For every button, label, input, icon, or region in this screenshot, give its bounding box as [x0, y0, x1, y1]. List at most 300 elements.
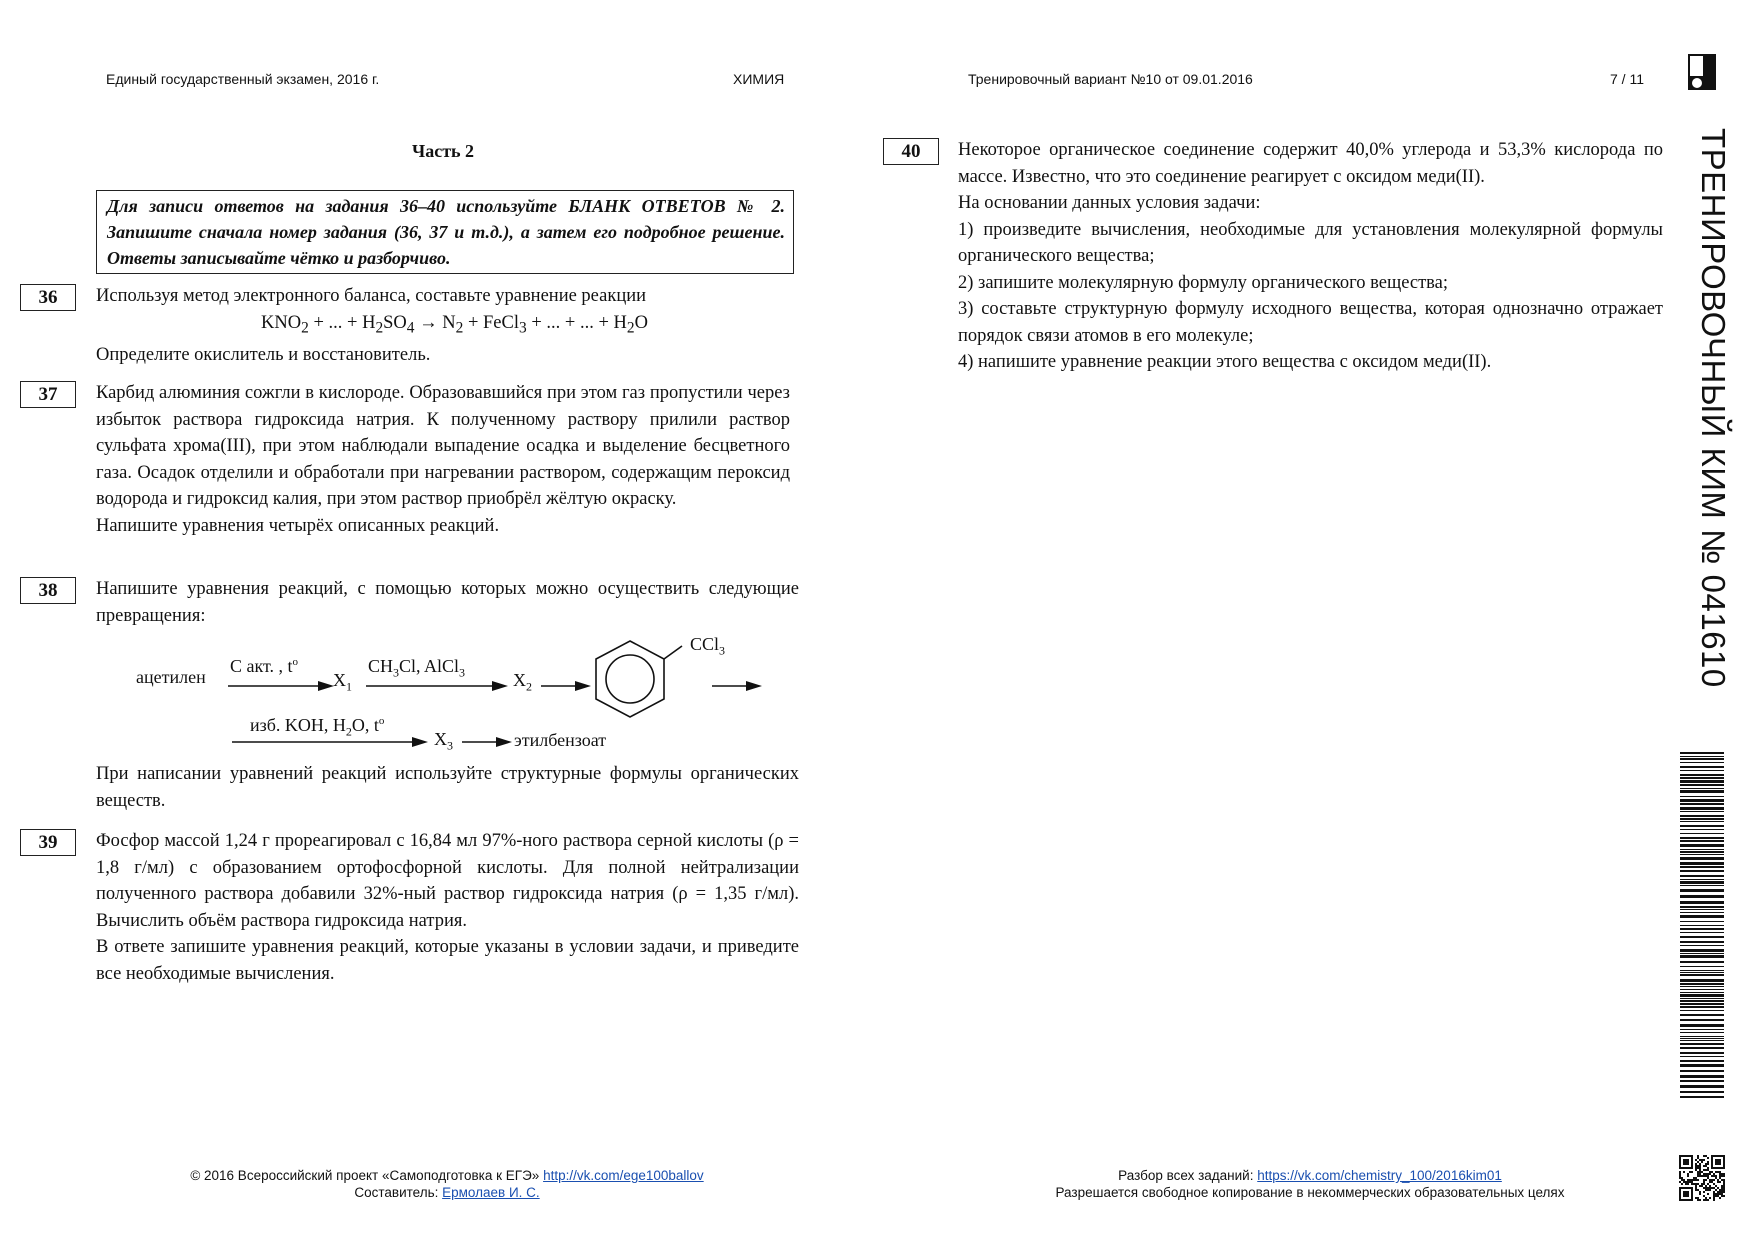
- qr-module: [1697, 1179, 1699, 1181]
- qr-module: [1705, 1169, 1707, 1171]
- qr-module: [1719, 1163, 1721, 1165]
- qr-module: [1697, 1171, 1699, 1173]
- barcode-bar: [1680, 879, 1724, 880]
- qr-module: [1699, 1171, 1701, 1173]
- qr-module: [1701, 1183, 1703, 1185]
- qr-module: [1715, 1155, 1717, 1157]
- qr-module: [1693, 1183, 1695, 1185]
- barcode-bar: [1680, 961, 1724, 963]
- barcode-bar: [1680, 1019, 1724, 1021]
- qr-module: [1691, 1179, 1693, 1181]
- qr-module: [1721, 1195, 1723, 1197]
- qr-module: [1697, 1173, 1699, 1175]
- qr-module: [1711, 1171, 1713, 1173]
- footer-copyright-link[interactable]: http://vk.com/ege100ballov: [543, 1168, 704, 1183]
- qr-module: [1717, 1179, 1719, 1181]
- task-37: [96, 380, 790, 539]
- qr-module: [1721, 1185, 1723, 1187]
- qr-module: [1685, 1199, 1687, 1201]
- qr-module: [1691, 1163, 1693, 1165]
- scheme-arrow-5: [232, 736, 428, 748]
- qr-module: [1699, 1169, 1701, 1171]
- qr-module: [1679, 1175, 1681, 1177]
- barcode-bar: [1680, 784, 1724, 786]
- qr-module: [1707, 1199, 1709, 1201]
- barcode-bar: [1680, 1040, 1724, 1041]
- footer-copyright-line: © 2016 Всероссийский проект «Самоподготовка к ЕГЭ» http://vk.com/ege100ballov: [190, 1168, 704, 1183]
- qr-module: [1699, 1159, 1701, 1161]
- qr-module: [1687, 1179, 1689, 1181]
- qr-module: [1707, 1193, 1709, 1195]
- qr-module: [1723, 1185, 1725, 1187]
- barcode-bar: [1680, 974, 1724, 976]
- qr-module: [1697, 1157, 1699, 1159]
- barcode-bar: [1680, 949, 1724, 952]
- barcode-bar: [1680, 983, 1724, 985]
- qr-module: [1683, 1193, 1685, 1195]
- qr-module: [1691, 1167, 1693, 1169]
- qr-module: [1721, 1173, 1723, 1175]
- qr-module: [1689, 1155, 1691, 1157]
- qr-module: [1697, 1155, 1699, 1157]
- barcode-bar: [1680, 818, 1724, 820]
- qr-module: [1719, 1181, 1721, 1183]
- qr-module: [1683, 1191, 1685, 1193]
- qr-module: [1723, 1191, 1725, 1193]
- qr-module: [1721, 1187, 1723, 1189]
- qr-module: [1713, 1167, 1715, 1169]
- qr-module: [1705, 1175, 1707, 1177]
- qr-module: [1687, 1163, 1689, 1165]
- qr-module: [1713, 1175, 1715, 1177]
- qr-module: [1701, 1175, 1703, 1177]
- qr-code: [1679, 1155, 1725, 1201]
- qr-module: [1697, 1197, 1699, 1199]
- qr-module: [1699, 1193, 1701, 1195]
- qr-module: [1707, 1183, 1709, 1185]
- qr-module: [1687, 1193, 1689, 1195]
- qr-module: [1715, 1163, 1717, 1165]
- qr-module: [1717, 1181, 1719, 1183]
- qr-module: [1685, 1187, 1687, 1189]
- qr-module: [1693, 1177, 1695, 1179]
- barcode-bar: [1680, 979, 1724, 982]
- qr-module: [1681, 1183, 1683, 1185]
- barcode-bar: [1680, 1096, 1724, 1098]
- scheme-substituent: CCl$_3$: [690, 634, 726, 658]
- qr-module: [1695, 1163, 1697, 1165]
- reaction-scheme: [136, 622, 776, 760]
- qr-module: [1721, 1193, 1723, 1195]
- qr-module: [1709, 1197, 1711, 1199]
- qr-module: [1681, 1155, 1683, 1157]
- instructions-box: Для записи ответов на задания 36–40 используйте БЛАНК ОТВЕТОВ № 2. Запишите сначала номер задания (36, 37 и т.д.), а затем его подробное решение. Ответы записывайте чётко и разборчиво.: [96, 190, 794, 274]
- qr-module: [1703, 1173, 1705, 1175]
- qr-module: [1703, 1199, 1705, 1201]
- qr-module: [1723, 1157, 1725, 1159]
- qr-module: [1691, 1187, 1693, 1189]
- barcode-bar: [1680, 1043, 1724, 1045]
- barcode-bar: [1680, 912, 1724, 913]
- qr-module: [1695, 1169, 1697, 1171]
- task-36: [96, 283, 799, 368]
- barcode-bar: [1680, 790, 1724, 793]
- barcode-bar: [1680, 862, 1724, 865]
- qr-module: [1717, 1195, 1719, 1197]
- qr-module: [1687, 1161, 1689, 1163]
- barcode-bar: [1680, 1056, 1724, 1057]
- barcode-bar: [1680, 1080, 1724, 1082]
- qr-module: [1679, 1161, 1681, 1163]
- qr-module: [1701, 1185, 1703, 1187]
- qr-module: [1695, 1179, 1697, 1181]
- barcode-bar: [1680, 777, 1724, 779]
- qr-module: [1689, 1179, 1691, 1181]
- barcode-bar: [1680, 796, 1724, 797]
- task-39: [96, 828, 799, 987]
- corner-marker-icon: [1688, 54, 1716, 90]
- barcode-bar: [1680, 1075, 1724, 1078]
- barcode-bar: [1680, 1038, 1724, 1039]
- qr-module: [1683, 1171, 1685, 1173]
- qr-module: [1687, 1187, 1689, 1189]
- barcode-bar: [1680, 1014, 1724, 1016]
- qr-module: [1689, 1171, 1691, 1173]
- qr-module: [1679, 1173, 1681, 1175]
- qr-module: [1683, 1161, 1685, 1163]
- qr-module: [1723, 1189, 1725, 1191]
- scheme-start: ацетилен: [136, 667, 206, 687]
- qr-module: [1711, 1157, 1713, 1159]
- qr-module: [1691, 1195, 1693, 1197]
- task-37-question: Напишите уравнения четырёх описанных реакций.: [96, 515, 500, 536]
- scheme-arrow-3: [541, 680, 591, 692]
- qr-module: [1713, 1179, 1715, 1181]
- qr-module: [1719, 1167, 1721, 1169]
- task-number-39: 39: [20, 829, 76, 856]
- footer-license: Разрешается свободное копирование в некоммерческих образовательных целях: [1055, 1185, 1565, 1200]
- qr-module: [1707, 1161, 1709, 1163]
- barcode-bar: [1680, 928, 1724, 930]
- qr-module: [1681, 1179, 1683, 1181]
- barcode-bar: [1680, 1000, 1724, 1002]
- qr-module: [1699, 1165, 1701, 1167]
- barcode-bar: [1680, 766, 1724, 768]
- qr-module: [1687, 1167, 1689, 1169]
- qr-module: [1683, 1179, 1685, 1181]
- header-page: 7 / 11: [1610, 71, 1644, 87]
- qr-module: [1685, 1181, 1687, 1183]
- barcode-icon: [1680, 752, 1724, 1100]
- vertical-title: ТРЕНИРОВОЧНЫЙ КИМ № 041610: [1695, 128, 1732, 688]
- scheme-arrow-6: [462, 736, 512, 748]
- barcode-bar: [1680, 881, 1724, 884]
- qr-module: [1679, 1171, 1681, 1173]
- task-36-text: Используя метод электронного баланса, составьте уравнение реакции: [96, 286, 647, 306]
- barcode-bar: [1680, 1052, 1724, 1054]
- qr-module: [1717, 1161, 1719, 1163]
- qr-module: [1719, 1189, 1721, 1191]
- qr-module: [1707, 1189, 1709, 1191]
- barcode-bar: [1680, 885, 1724, 886]
- task-number-36: 36: [20, 284, 76, 311]
- barcode-bar: [1680, 821, 1724, 822]
- footer-left: [120, 1167, 774, 1201]
- qr-module: [1699, 1199, 1701, 1201]
- qr-module: [1683, 1163, 1685, 1165]
- footer-right: [1000, 1167, 1620, 1201]
- qr-module: [1691, 1157, 1693, 1159]
- qr-module: [1679, 1189, 1681, 1191]
- qr-module: [1705, 1185, 1707, 1187]
- barcode-bar: [1680, 1070, 1724, 1072]
- barcode-bar: [1680, 1006, 1724, 1008]
- barcode-bar: [1680, 799, 1724, 802]
- barcode-bar: [1680, 1024, 1724, 1027]
- qr-module: [1707, 1173, 1709, 1175]
- qr-module: [1723, 1183, 1725, 1185]
- qr-module: [1691, 1165, 1693, 1167]
- qr-module: [1695, 1185, 1697, 1187]
- qr-module: [1697, 1175, 1699, 1177]
- qr-module: [1723, 1179, 1725, 1181]
- qr-module: [1685, 1193, 1687, 1195]
- header-exam: Единый государственный экзамен, 2016 г.: [106, 71, 380, 87]
- qr-module: [1685, 1155, 1687, 1157]
- barcode-bar: [1680, 849, 1724, 850]
- barcode-bar: [1680, 1036, 1724, 1037]
- barcode-bar: [1680, 829, 1724, 830]
- qr-module: [1679, 1167, 1681, 1169]
- qr-module: [1723, 1161, 1725, 1163]
- qr-module: [1703, 1175, 1705, 1177]
- qr-module: [1723, 1187, 1725, 1189]
- qr-module: [1683, 1195, 1685, 1197]
- barcode-bar: [1680, 1047, 1724, 1049]
- barcode-bar: [1680, 901, 1724, 904]
- qr-module: [1687, 1175, 1689, 1177]
- barcode-bar: [1680, 837, 1724, 839]
- qr-module: [1707, 1187, 1709, 1189]
- qr-module: [1679, 1159, 1681, 1161]
- barcode-bar: [1680, 756, 1724, 757]
- qr-module: [1679, 1177, 1681, 1179]
- task-38-text: Напишите уравнения реакций, с помощью которых можно осуществить следующие превращения:: [96, 579, 799, 626]
- qr-module: [1685, 1161, 1687, 1163]
- qr-module: [1693, 1179, 1695, 1181]
- task-number-37: 37: [20, 381, 76, 408]
- task-36-equation: $KNO_2$ + ... + $H_2SO_4 \to N_2$ + FeCl$_3$ + ... + ... + $H_2O$: [261, 312, 648, 337]
- qr-module: [1719, 1193, 1721, 1195]
- qr-module: [1703, 1191, 1705, 1193]
- qr-module: [1715, 1195, 1717, 1197]
- barcode-bar: [1680, 992, 1724, 993]
- task-number-38: 38: [20, 577, 76, 604]
- barcode-bar: [1680, 1085, 1724, 1088]
- qr-module: [1713, 1199, 1715, 1201]
- qr-module: [1697, 1199, 1699, 1201]
- qr-module: [1723, 1167, 1725, 1169]
- scheme-arrow-4: [712, 680, 762, 692]
- qr-module: [1709, 1173, 1711, 1175]
- qr-module: [1711, 1159, 1713, 1161]
- barcode-bar: [1680, 1003, 1724, 1005]
- qr-module: [1701, 1171, 1703, 1173]
- barcode-bar: [1680, 758, 1724, 760]
- task-40-item-1: 1) произведите вычисления, необходимые для установления молекулярной формулы органического вещества;: [958, 219, 1663, 266]
- qr-module: [1713, 1193, 1715, 1195]
- qr-module: [1711, 1167, 1713, 1169]
- barcode-bar: [1680, 909, 1724, 910]
- barcode-bar: [1680, 815, 1724, 817]
- qr-module: [1713, 1183, 1715, 1185]
- qr-module: [1703, 1169, 1705, 1171]
- qr-module: [1683, 1167, 1685, 1169]
- barcode-bar: [1680, 970, 1724, 971]
- qr-module: [1719, 1161, 1721, 1163]
- qr-module: [1715, 1185, 1717, 1187]
- barcode-bar: [1680, 889, 1724, 892]
- footer-analysis-link[interactable]: https://vk.com/chemistry_100/2016kim01: [1257, 1168, 1502, 1183]
- qr-module: [1697, 1161, 1699, 1163]
- qr-module: [1717, 1163, 1719, 1165]
- qr-module: [1697, 1183, 1699, 1185]
- task-38-note: При написании уравнений реакций используйте структурные формулы органических веществ.: [96, 764, 799, 811]
- qr-module: [1713, 1187, 1715, 1189]
- qr-module: [1705, 1179, 1707, 1181]
- qr-module: [1719, 1171, 1721, 1173]
- qr-module: [1711, 1181, 1713, 1183]
- qr-module: [1679, 1191, 1681, 1193]
- barcode-bar: [1680, 945, 1724, 946]
- qr-module: [1703, 1187, 1705, 1189]
- qr-module: [1683, 1187, 1685, 1189]
- qr-module: [1683, 1199, 1685, 1201]
- qr-module: [1703, 1165, 1705, 1167]
- task-40: [958, 137, 1663, 376]
- qr-module: [1685, 1183, 1687, 1185]
- qr-module: [1709, 1171, 1711, 1173]
- task-40-text: Некоторое органическое соединение содержит 40,0% углерода и 53,3% кислорода по массе. Известно, что это соединение реагирует с оксидом меди(II).: [958, 140, 1663, 187]
- qr-module: [1715, 1189, 1717, 1191]
- qr-module: [1689, 1167, 1691, 1169]
- barcode-bar: [1680, 953, 1724, 954]
- barcode-bar: [1680, 906, 1724, 908]
- qr-module: [1683, 1159, 1685, 1161]
- qr-module: [1707, 1157, 1709, 1159]
- qr-module: [1699, 1173, 1701, 1175]
- qr-module: [1681, 1187, 1683, 1189]
- qr-module: [1721, 1189, 1723, 1191]
- task-40-item-4: 4) напишите уравнение реакции этого вещества с оксидом меди(II).: [958, 352, 1492, 372]
- qr-module: [1709, 1185, 1711, 1187]
- qr-module: [1713, 1195, 1715, 1197]
- scheme-arrow-1: [228, 680, 334, 692]
- qr-module: [1721, 1191, 1723, 1193]
- scheme-x2: $X_2$: [513, 670, 532, 694]
- qr-module: [1687, 1195, 1689, 1197]
- qr-module: [1705, 1173, 1707, 1175]
- qr-module: [1685, 1191, 1687, 1193]
- qr-module: [1679, 1155, 1681, 1157]
- qr-module: [1705, 1189, 1707, 1191]
- header-subject: ХИМИЯ: [733, 71, 785, 87]
- barcode-bar: [1680, 966, 1724, 967]
- qr-module: [1723, 1175, 1725, 1177]
- barcode-bar: [1680, 1064, 1724, 1067]
- barcode-bar: [1680, 994, 1724, 997]
- part-title: Часть 2: [412, 141, 475, 161]
- qr-module: [1687, 1181, 1689, 1183]
- barcode: [1680, 752, 1724, 1100]
- qr-module: [1685, 1163, 1687, 1165]
- qr-module: [1691, 1161, 1693, 1163]
- barcode-bar: [1680, 803, 1724, 805]
- qr-module: [1717, 1193, 1719, 1195]
- barcode-bar: [1680, 972, 1724, 973]
- barcode-bar: [1680, 807, 1724, 810]
- qr-module: [1723, 1159, 1725, 1161]
- footer-author-line: Составитель: Ермолаев И. С.: [354, 1185, 540, 1200]
- qr-module: [1681, 1199, 1683, 1201]
- qr-module: [1717, 1159, 1719, 1161]
- qr-module: [1717, 1167, 1719, 1169]
- task-40-intro: На основании данных условия задачи:: [958, 193, 1261, 213]
- qr-module: [1715, 1167, 1717, 1169]
- qr-module: [1715, 1193, 1717, 1195]
- qr-module: [1691, 1183, 1693, 1185]
- qr-module: [1709, 1181, 1711, 1183]
- qr-module: [1717, 1155, 1719, 1157]
- barcode-bar: [1680, 857, 1724, 860]
- qr-module: [1717, 1171, 1719, 1173]
- qr-module: [1679, 1195, 1681, 1197]
- qr-module: [1695, 1177, 1697, 1179]
- qr-module: [1691, 1159, 1693, 1161]
- qr-module: [1695, 1197, 1697, 1199]
- header-variant: Тренировочный вариант №10 от 09.01.2016: [968, 71, 1253, 87]
- qr-module: [1679, 1163, 1681, 1165]
- qr-module: [1687, 1199, 1689, 1201]
- qr-module: [1709, 1179, 1711, 1181]
- barcode-bar: [1680, 825, 1724, 827]
- qr-module: [1713, 1191, 1715, 1193]
- barcode-bar: [1680, 986, 1724, 987]
- qr-module: [1719, 1191, 1721, 1193]
- barcode-bar: [1680, 844, 1724, 847]
- qr-module: [1691, 1199, 1693, 1201]
- footer-author-link[interactable]: Ермолаев И. С.: [442, 1185, 540, 1200]
- scheme-x1: $X_1$: [333, 670, 352, 694]
- qr-module: [1683, 1181, 1685, 1183]
- qr-module: [1703, 1195, 1705, 1197]
- qr-module: [1715, 1175, 1717, 1177]
- qr-module: [1705, 1199, 1707, 1201]
- qr-module: [1723, 1195, 1725, 1197]
- qr-module: [1687, 1183, 1689, 1185]
- qr-module: [1679, 1187, 1681, 1189]
- benzene-ring-icon: [592, 638, 702, 734]
- barcode-bar: [1680, 989, 1724, 990]
- scheme-arrow-2: [366, 680, 508, 692]
- qr-module: [1699, 1175, 1701, 1177]
- qr-module: [1687, 1159, 1689, 1161]
- qr-module: [1715, 1177, 1717, 1179]
- qr-module: [1679, 1181, 1681, 1183]
- qr-module: [1703, 1159, 1705, 1161]
- barcode-bar: [1680, 840, 1724, 842]
- qr-module: [1703, 1181, 1705, 1183]
